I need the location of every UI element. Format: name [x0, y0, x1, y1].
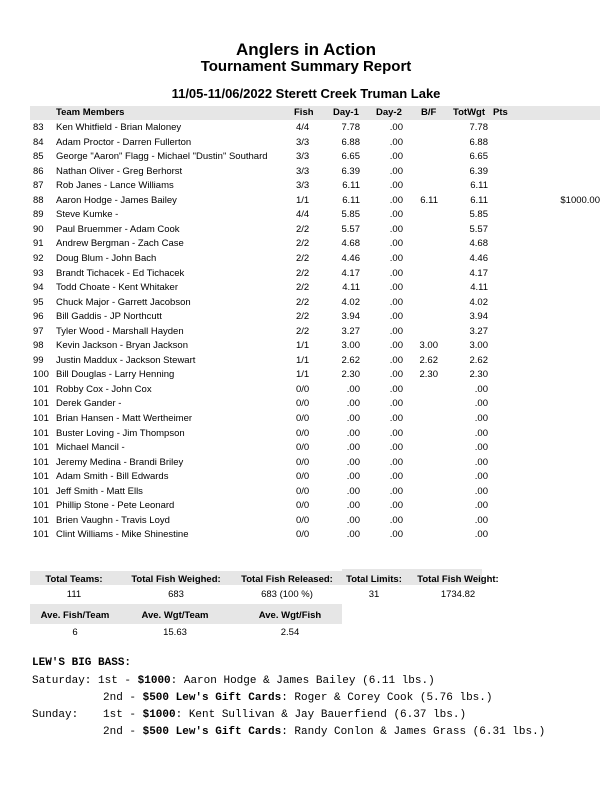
day1-cell: 7.78 [341, 122, 360, 133]
day2-cell: .00 [389, 442, 403, 454]
place-cell: 83 [33, 122, 44, 133]
ave-fish-team-value: 6 [72, 627, 78, 638]
place-cell: 93 [33, 267, 44, 279]
fish-cell: 2/2 [296, 223, 310, 235]
team-cell: Doug Blum - John Bach [56, 252, 157, 264]
team-cell: Phillip Stone - Pete Leonard [56, 500, 175, 512]
place-label: 1st - [103, 709, 143, 721]
day2-cell: .00 [389, 500, 403, 512]
col-bf-header: B/F [421, 107, 437, 118]
table-row [0, 398, 612, 413]
day1-cell: .00 [346, 413, 360, 424]
bigfish-cell: 2.62 [419, 354, 438, 366]
col-day1-header: Day-1 [333, 107, 359, 118]
team-cell: Rob Janes - Lance Williams [56, 180, 174, 192]
team-cell: Buster Loving - Jim Thompson [56, 427, 185, 439]
day2-cell: .00 [389, 238, 403, 250]
totwgt-cell: .00 [474, 398, 488, 410]
fish-cell: 0/0 [296, 529, 310, 541]
totwgt-cell: .00 [474, 456, 488, 468]
day1-cell: .00 [346, 500, 360, 512]
col-day2-header: Day-2 [376, 107, 402, 118]
ave-wgt-fish-label: Ave. Wgt/Fish [258, 610, 322, 621]
team-cell: Kevin Jackson - Bryan Jackson [56, 340, 189, 352]
fish-cell: 3/3 [296, 136, 310, 148]
team-cell: Adam Smith - Bill Edwards [56, 471, 169, 483]
total-limits-value: 31 [368, 589, 380, 600]
sunday-first-line [32, 709, 78, 721]
table-row [0, 340, 612, 355]
team-cell: Nathan Oliver - Greg Berhorst [56, 165, 183, 177]
table-row [0, 369, 612, 384]
table-row [0, 471, 612, 486]
team-cell: Justin Maddux - Jackson Stewart [56, 354, 196, 366]
table-row [0, 224, 612, 239]
day2-cell: .00 [389, 136, 403, 148]
table-row [0, 442, 612, 457]
day2-cell: .00 [389, 485, 403, 497]
fish-cell: 1/1 [296, 354, 310, 366]
big-bass-heading: LEW'S BIG BASS: [32, 657, 132, 669]
place-cell: 98 [33, 340, 44, 352]
table-row [0, 122, 612, 137]
col-pts-header: Pts [493, 107, 508, 118]
place-cell: 96 [33, 311, 44, 323]
team-cell: Chuck Major - Garrett Jacobson [56, 296, 191, 308]
col-team-header: Team Members [56, 107, 125, 118]
table-row [0, 486, 612, 501]
fish-cell: 0/0 [296, 500, 310, 512]
day1-cell: 6.11 [342, 194, 360, 206]
place-cell: 101 [33, 413, 49, 424]
total-fish-weight-label: Total Fish Weight: [417, 574, 499, 585]
place-cell: 84 [33, 136, 44, 148]
bigfish-cell: 3.00 [419, 340, 438, 352]
fish-cell: 3/3 [296, 151, 310, 163]
table-row [0, 268, 612, 283]
sunday-second-line [103, 726, 545, 738]
table-row [0, 326, 612, 341]
fish-cell: 0/0 [296, 485, 310, 497]
day2-cell: .00 [389, 471, 403, 483]
day2-cell: .00 [389, 529, 403, 541]
day2-cell: .00 [389, 427, 403, 439]
day2-cell: .00 [389, 252, 403, 264]
fish-cell: 0/0 [296, 413, 310, 424]
fish-cell: 4/4 [296, 209, 310, 221]
place-label: 2nd - [103, 726, 143, 738]
winner-text: : Roger & Corey Cook (5.76 lbs.) [281, 692, 493, 704]
place-cell: 101 [33, 471, 49, 483]
team-cell: Michael Mancil - [56, 442, 125, 454]
day2-cell: .00 [389, 165, 403, 177]
team-cell: Jeff Smith - Matt Ells [56, 485, 143, 497]
totwgt-cell: 6.88 [469, 136, 488, 148]
prize-label: $1000 [137, 675, 171, 687]
team-cell: Ken Whitfield - Brian Maloney [56, 122, 182, 133]
day1-cell: 4.17 [341, 267, 360, 279]
day2-cell: .00 [389, 151, 403, 163]
prize-label: $500 Lew's Gift Cards [142, 692, 282, 704]
totwgt-cell: 4.11 [470, 282, 488, 294]
day1-cell: .00 [346, 398, 360, 410]
totwgt-cell: .00 [474, 442, 488, 454]
day2-cell: .00 [389, 296, 403, 308]
fish-cell: 0/0 [296, 383, 310, 395]
team-cell: Adam Proctor - Darren Fullerton [56, 136, 192, 148]
day1-cell: 2.30 [341, 369, 360, 381]
team-cell: Aaron Hodge - James Bailey [56, 194, 177, 206]
total-teams-label: Total Teams: [45, 574, 103, 585]
table-row [0, 297, 612, 312]
place-cell: 85 [33, 151, 44, 163]
totwgt-cell: 6.65 [469, 151, 488, 163]
day1-cell: 4.46 [341, 252, 360, 264]
fish-cell: 2/2 [296, 267, 310, 279]
fish-cell: 1/1 [296, 340, 310, 352]
fish-cell: 0/0 [296, 456, 310, 468]
table-row [0, 195, 612, 210]
fish-cell: 0/0 [296, 514, 310, 526]
sunday-first-entry [103, 709, 466, 721]
totwgt-cell: 4.46 [469, 252, 488, 264]
prize-label: $500 Lew's Gift Cards [142, 726, 282, 738]
day1-cell: 6.39 [341, 165, 360, 177]
team-cell: Andrew Bergman - Zach Case [56, 238, 184, 250]
place-cell: 97 [33, 325, 44, 337]
day1-cell: .00 [346, 471, 360, 483]
team-cell: Brandt Tichacek - Ed Tichacek [56, 267, 185, 279]
day2-cell: .00 [389, 456, 403, 468]
org-title: Anglers in Action [235, 40, 377, 59]
place-label: 1st - [98, 675, 138, 687]
fish-cell: 2/2 [296, 282, 310, 294]
day1-cell: 3.27 [341, 325, 360, 337]
totwgt-cell: 3.00 [469, 340, 488, 352]
totwgt-cell: .00 [474, 500, 488, 512]
fish-cell: 0/0 [296, 398, 310, 410]
table-row [0, 515, 612, 530]
day1-cell: 3.00 [341, 340, 360, 352]
day1-cell: 3.94 [341, 311, 360, 323]
total-fish-released-value: 683 (100 %) [261, 589, 313, 600]
place-cell: 86 [33, 165, 44, 177]
totwgt-cell: .00 [474, 485, 488, 497]
totwgt-cell: .00 [474, 471, 488, 483]
day1-cell: 5.57 [341, 223, 360, 235]
team-cell: Todd Choate - Kent Whitaker [56, 282, 178, 294]
table-row [0, 151, 612, 166]
table-row [0, 166, 612, 181]
table-row [0, 413, 612, 428]
day1-cell: 4.02 [341, 296, 360, 308]
team-cell: George "Aaron" Flagg - Michael "Dustin" Southard [56, 151, 268, 163]
totwgt-cell: 3.94 [469, 311, 488, 323]
table-row [0, 384, 612, 399]
day1-cell: .00 [346, 442, 360, 454]
day2-cell: .00 [389, 398, 403, 410]
fish-cell: 3/3 [296, 165, 310, 177]
fish-cell: 2/2 [296, 296, 310, 308]
table-row [0, 457, 612, 472]
team-cell: Brian Hansen - Matt Wertheimer [56, 413, 193, 424]
day1-cell: 6.88 [341, 136, 360, 148]
place-cell: 101 [33, 427, 49, 439]
place-cell: 101 [33, 485, 49, 497]
table-row [0, 529, 612, 544]
bigfish-cell: 2.30 [419, 369, 438, 381]
totwgt-cell: .00 [474, 413, 488, 424]
fish-cell: 2/2 [296, 238, 310, 250]
day1-cell: .00 [346, 529, 360, 541]
day2-cell: .00 [389, 267, 403, 279]
day2-cell: .00 [389, 180, 403, 192]
report-title: Tournament Summary Report [200, 58, 412, 75]
place-cell: 99 [33, 354, 44, 366]
winner-text: : Kent Sullivan & Jay Bauerfiend (6.37 lbs.) [175, 709, 467, 721]
total-fish-weighed-label: Total Fish Weighed: [131, 574, 221, 585]
day2-cell: .00 [389, 209, 403, 221]
place-cell: 95 [33, 296, 44, 308]
pts-cell: $1000.00 [560, 194, 600, 206]
day1-cell: 6.11 [342, 180, 360, 192]
day1-cell: .00 [346, 514, 360, 526]
day2-cell: .00 [389, 340, 403, 352]
sunday-label: Sunday: [32, 709, 79, 721]
totwgt-cell: .00 [474, 529, 488, 541]
totwgt-cell: 5.57 [469, 223, 488, 235]
day1-cell: .00 [346, 456, 360, 468]
table-row [0, 238, 612, 253]
place-cell: 101 [33, 500, 49, 512]
event-title: 11/05-11/06/2022 Sterett Creek Truman Lake [171, 86, 441, 101]
team-cell: Tyler Wood - Marshall Hayden [56, 325, 184, 337]
totwgt-cell: 4.68 [469, 238, 488, 250]
fish-cell: 0/0 [296, 427, 310, 439]
ave-wgt-fish-value: 2.54 [280, 627, 300, 638]
team-cell: Derek Gander - [56, 398, 122, 410]
day2-cell: .00 [389, 413, 403, 424]
fish-cell: 2/2 [296, 325, 310, 337]
team-cell: Robby Cox - John Cox [56, 383, 152, 395]
totwgt-cell: 6.11 [470, 194, 488, 206]
total-fish-weight-value: 1734.82 [440, 589, 476, 600]
place-cell: 101 [33, 383, 49, 395]
place-cell: 94 [33, 282, 44, 294]
team-cell: Bill Douglas - Larry Henning [56, 369, 175, 381]
table-row [0, 180, 612, 195]
place-cell: 101 [33, 398, 49, 410]
place-cell: 91 [33, 238, 44, 250]
totwgt-cell: 6.39 [469, 165, 488, 177]
place-cell: 87 [33, 180, 44, 192]
total-fish-released-label: Total Fish Released: [241, 574, 333, 585]
team-cell: Clint Williams - Mike Shinestine [56, 529, 189, 541]
day2-cell: .00 [389, 514, 403, 526]
saturday-first-line [32, 675, 435, 687]
saturday-label: Saturday: [32, 675, 92, 687]
totwgt-cell: .00 [474, 514, 488, 526]
ave-fish-team-label: Ave. Fish/Team [40, 610, 110, 621]
place-cell: 88 [33, 194, 44, 206]
team-cell: Jeremy Medina - Brandi Briley [56, 456, 184, 468]
fish-cell: 2/2 [296, 311, 310, 323]
team-cell: Steve Kumke - [56, 209, 119, 221]
totwgt-cell: .00 [474, 427, 488, 439]
totwgt-cell: .00 [474, 383, 488, 395]
fish-cell: 2/2 [296, 252, 310, 264]
total-limits-label: Total Limits: [346, 574, 402, 585]
fish-cell: 0/0 [296, 471, 310, 483]
team-cell: Bill Gaddis - JP Northcutt [56, 311, 162, 323]
table-row [0, 355, 612, 370]
table-row [0, 253, 612, 268]
day1-cell: 4.68 [341, 238, 360, 250]
totwgt-cell: 4.02 [469, 296, 488, 308]
day2-cell: .00 [389, 223, 403, 235]
col-totwgt-header: TotWgt [453, 107, 485, 118]
table-row [0, 500, 612, 515]
place-cell: 101 [33, 442, 49, 454]
fish-cell: 1/1 [296, 369, 310, 381]
place-label: 2nd - [103, 692, 143, 704]
day2-cell: .00 [389, 311, 403, 323]
totwgt-cell: 5.85 [469, 209, 488, 221]
day2-cell: .00 [389, 282, 403, 294]
ave-wgt-team-value: 15.63 [163, 627, 187, 638]
ave-wgt-team-label: Ave. Wgt/Team [141, 610, 209, 621]
fish-cell: 1/1 [296, 194, 310, 206]
table-row [0, 209, 612, 224]
totwgt-cell: 2.30 [469, 369, 488, 381]
winner-text: : Randy Conlon & James Grass (6.31 lbs.) [281, 726, 546, 738]
fish-cell: 4/4 [296, 122, 310, 133]
day1-cell: 4.11 [342, 282, 360, 294]
day2-cell: .00 [389, 383, 403, 395]
day2-cell: .00 [389, 325, 403, 337]
place-cell: 101 [33, 456, 49, 468]
bigfish-cell: 6.11 [420, 194, 438, 206]
table-row [0, 137, 612, 152]
day1-cell: 2.62 [341, 354, 360, 366]
place-cell: 90 [33, 223, 44, 235]
winner-text: : Aaron Hodge & James Bailey (6.11 lbs.) [170, 675, 435, 687]
table-row [0, 428, 612, 443]
totwgt-cell: 7.78 [469, 122, 488, 133]
day2-cell: .00 [389, 369, 403, 381]
fish-cell: 0/0 [296, 442, 310, 454]
place-cell: 101 [33, 529, 49, 541]
total-fish-weighed-value: 683 [168, 589, 184, 600]
totwgt-cell: 2.62 [469, 354, 488, 366]
col-fish-header: Fish [294, 107, 314, 118]
fish-cell: 3/3 [296, 180, 310, 192]
totwgt-cell: 6.11 [470, 180, 488, 192]
day1-cell: .00 [346, 427, 360, 439]
place-cell: 92 [33, 252, 44, 264]
saturday-second-line [103, 692, 492, 704]
day2-cell: .00 [389, 194, 403, 206]
prize-label: $1000 [142, 709, 176, 721]
totwgt-cell: 4.17 [469, 267, 488, 279]
place-cell: 100 [33, 369, 49, 381]
day2-cell: .00 [389, 122, 403, 133]
day1-cell: 6.65 [341, 151, 360, 163]
day1-cell: 5.85 [341, 209, 360, 221]
team-cell: Brien Vaughn - Travis Loyd [56, 514, 170, 526]
day1-cell: .00 [346, 485, 360, 497]
table-row [0, 311, 612, 326]
totwgt-cell: 3.27 [469, 325, 488, 337]
day1-cell: .00 [346, 383, 360, 395]
total-teams-value: 111 [66, 589, 82, 600]
team-cell: Paul Bruemmer - Adam Cook [56, 223, 180, 235]
day2-cell: .00 [389, 354, 403, 366]
table-row [0, 282, 612, 297]
place-cell: 101 [33, 514, 49, 526]
place-cell: 89 [33, 209, 44, 221]
